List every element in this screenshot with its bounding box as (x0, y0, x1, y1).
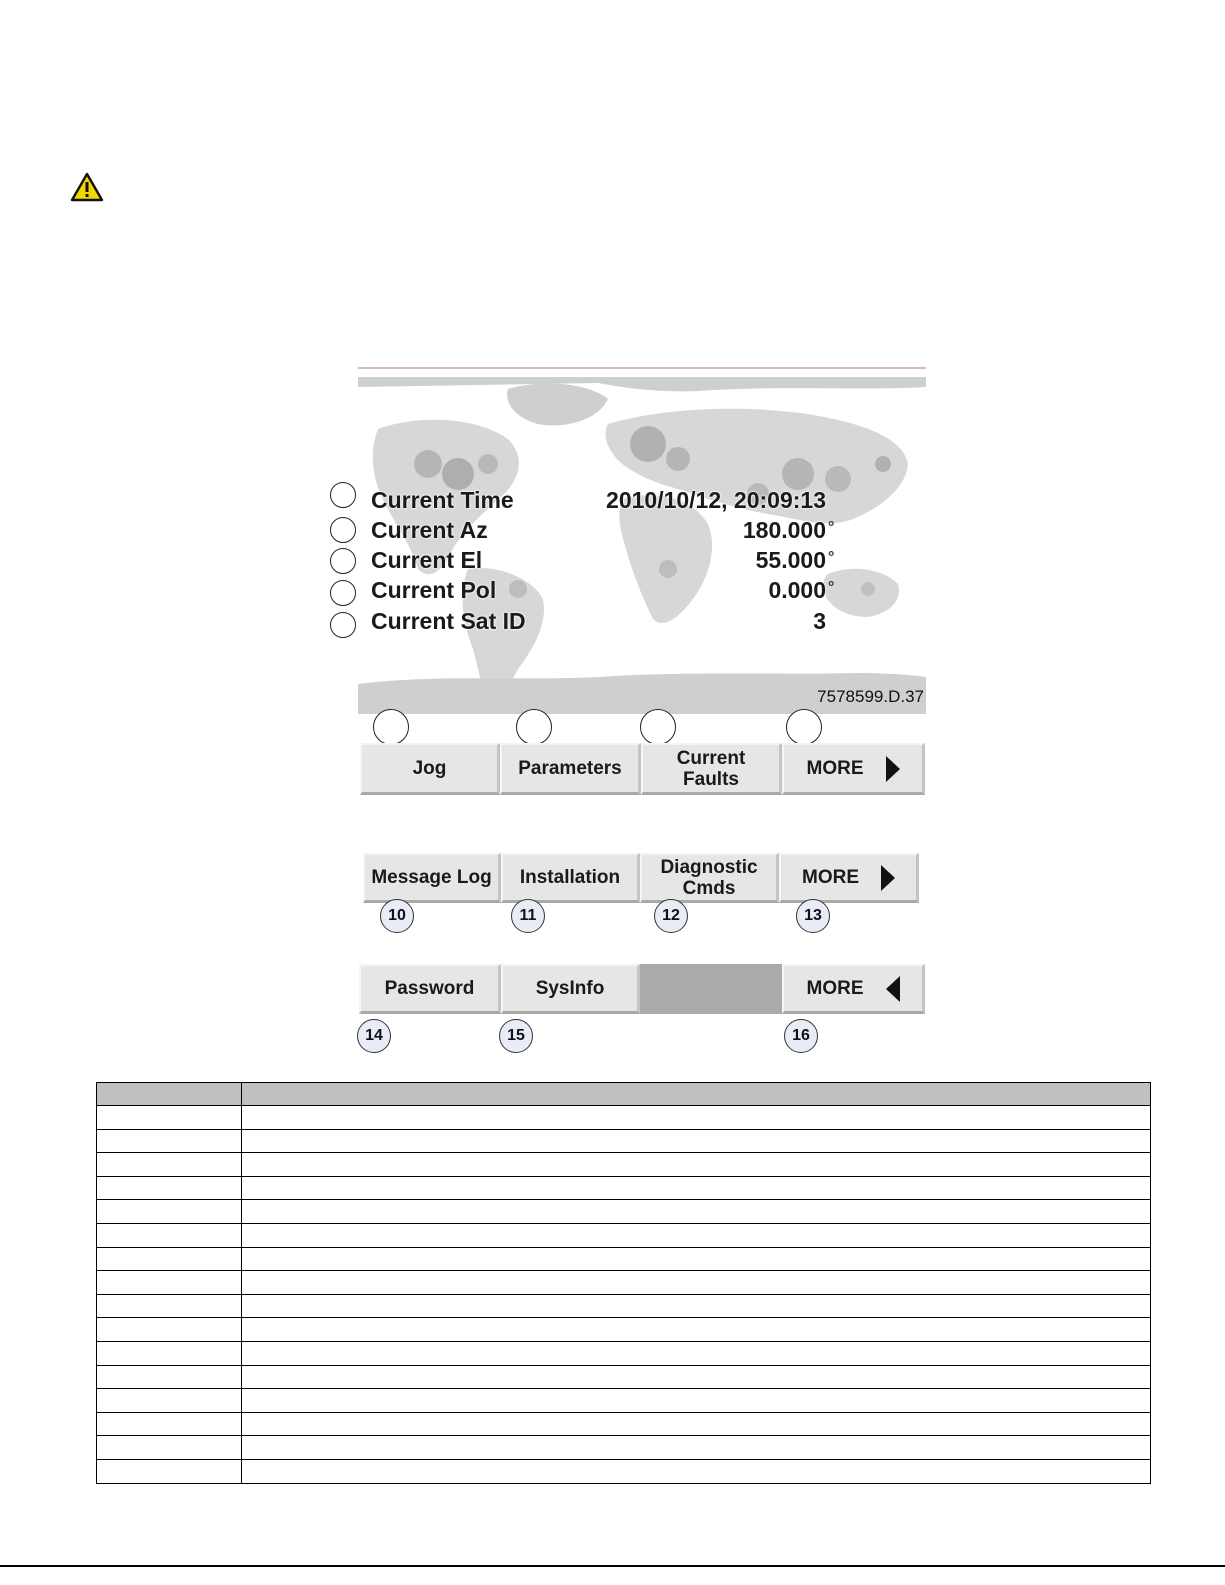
table-row (97, 1341, 1151, 1365)
table-cell (97, 1436, 242, 1460)
table-row (97, 1365, 1151, 1389)
current-pol-value: 0.000 (768, 577, 826, 603)
table-row (97, 1129, 1151, 1153)
table-header-row (97, 1083, 1151, 1106)
sysinfo-button[interactable] (501, 964, 640, 1014)
message-log-button-label: Message Log (371, 867, 492, 888)
table-row (97, 1106, 1151, 1130)
diagnostic-cmds-button-label: Diagnostic Cmds (660, 856, 758, 899)
table-row (97, 1223, 1151, 1247)
table-cell (97, 1129, 242, 1153)
table-cell (242, 1341, 1151, 1365)
table-row (97, 1412, 1151, 1436)
softkey-bar-2 (363, 853, 919, 903)
table-row (97, 1247, 1151, 1271)
table-cell (242, 1129, 1151, 1153)
table-row (97, 1318, 1151, 1342)
table-header-cell (242, 1083, 1151, 1106)
callout-circle-2 (330, 517, 356, 543)
table-cell (97, 1247, 242, 1271)
table-cell (97, 1412, 242, 1436)
table-cell (97, 1200, 242, 1224)
callout-11: 11 (511, 899, 545, 933)
more-button-2-label: MORE (802, 867, 859, 888)
table-cell (97, 1341, 242, 1365)
more-button-3[interactable] (782, 964, 925, 1014)
current-el-label: Current El (371, 547, 483, 573)
callout-circle-1 (330, 482, 356, 508)
current-pol-label: Current Pol (371, 577, 497, 603)
warning-triangle-icon (70, 172, 104, 202)
sysinfo-button-label: SysInfo (535, 978, 605, 999)
jog-button-label: Jog (412, 758, 447, 779)
table-cell (242, 1294, 1151, 1318)
table-cell (242, 1106, 1151, 1130)
table-cell (97, 1271, 242, 1295)
current-faults-button-label: Current Faults (676, 747, 746, 790)
more-button-1[interactable] (782, 743, 925, 795)
table-cell (242, 1200, 1151, 1224)
table-row (97, 1271, 1151, 1295)
softkey-bar-3 (359, 964, 925, 1014)
table-cell (242, 1247, 1151, 1271)
table-row (97, 1176, 1151, 1200)
callout-reference-table (96, 1082, 1151, 1484)
current-time-label: Current Time (371, 487, 514, 513)
table-cell (242, 1271, 1151, 1295)
table-cell (97, 1389, 242, 1413)
diagnostic-cmds-button[interactable] (640, 853, 779, 903)
table-cell (242, 1153, 1151, 1177)
callout-circle-5 (330, 612, 356, 638)
callout-12: 12 (654, 899, 688, 933)
callout-14: 14 (357, 1019, 391, 1053)
current-time-value: 2010/10/12, 20:09:13 (606, 487, 826, 513)
blank-softkey (640, 964, 782, 1014)
current-az-value: 180.000 (742, 517, 826, 543)
table-cell (97, 1106, 242, 1130)
password-button-label: Password (384, 978, 475, 999)
table-cell (242, 1223, 1151, 1247)
current-pol-unit: ° (828, 579, 835, 596)
message-log-button[interactable] (363, 853, 501, 903)
table-row (97, 1153, 1151, 1177)
table-row (97, 1389, 1151, 1413)
triangle-left-icon (886, 976, 900, 1002)
callout-15: 15 (499, 1019, 533, 1053)
triangle-right-icon (881, 865, 895, 891)
table-cell (242, 1459, 1151, 1483)
password-button[interactable] (359, 964, 501, 1014)
table-header-cell (97, 1083, 242, 1106)
table-cell (242, 1436, 1151, 1460)
table-cell (97, 1365, 242, 1389)
table-cell (242, 1365, 1151, 1389)
current-az-unit: ° (828, 519, 835, 536)
callout-16: 16 (784, 1019, 818, 1053)
table-cell (242, 1176, 1151, 1200)
table-cell (97, 1459, 242, 1483)
table-body (97, 1106, 1151, 1484)
table-cell (97, 1223, 242, 1247)
parameters-button[interactable] (500, 743, 641, 795)
callout-circle-4 (330, 580, 356, 606)
callout-13: 13 (796, 899, 830, 933)
current-sat-id-label: Current Sat ID (371, 608, 526, 634)
installation-button[interactable] (501, 853, 640, 903)
table-cell (97, 1153, 242, 1177)
installation-button-label: Installation (519, 867, 621, 888)
current-sat-id-value: 3 (813, 608, 826, 634)
more-button-2[interactable] (779, 853, 919, 903)
table-cell (242, 1412, 1151, 1436)
table-row (97, 1436, 1151, 1460)
callout-10: 10 (380, 899, 414, 933)
more-button-3-label: MORE (806, 978, 864, 999)
table-cell (97, 1176, 242, 1200)
table-row (97, 1200, 1151, 1224)
footer-rule (0, 1565, 1225, 1567)
more-button-1-label: MORE (806, 758, 864, 779)
callout-circle-8 (640, 709, 676, 745)
parameters-button-label: Parameters (518, 758, 622, 779)
jog-button[interactable] (360, 743, 500, 795)
table-row (97, 1294, 1151, 1318)
callout-circle-9 (786, 709, 822, 745)
callout-circle-3 (330, 548, 356, 574)
triangle-right-icon (886, 756, 900, 782)
table-cell (242, 1318, 1151, 1342)
figure-code: 7578599.D.37 (817, 687, 924, 706)
current-az-label: Current Az (371, 517, 488, 543)
current-faults-button[interactable] (641, 743, 782, 795)
callout-circle-6 (373, 709, 409, 745)
callout-circle-7 (516, 709, 552, 745)
table-cell (242, 1389, 1151, 1413)
current-el-unit: ° (828, 549, 835, 566)
softkey-bar-main (360, 743, 925, 795)
table-cell (97, 1294, 242, 1318)
current-el-value: 55.000 (755, 547, 826, 573)
table-row (97, 1459, 1151, 1483)
table-cell (97, 1318, 242, 1342)
